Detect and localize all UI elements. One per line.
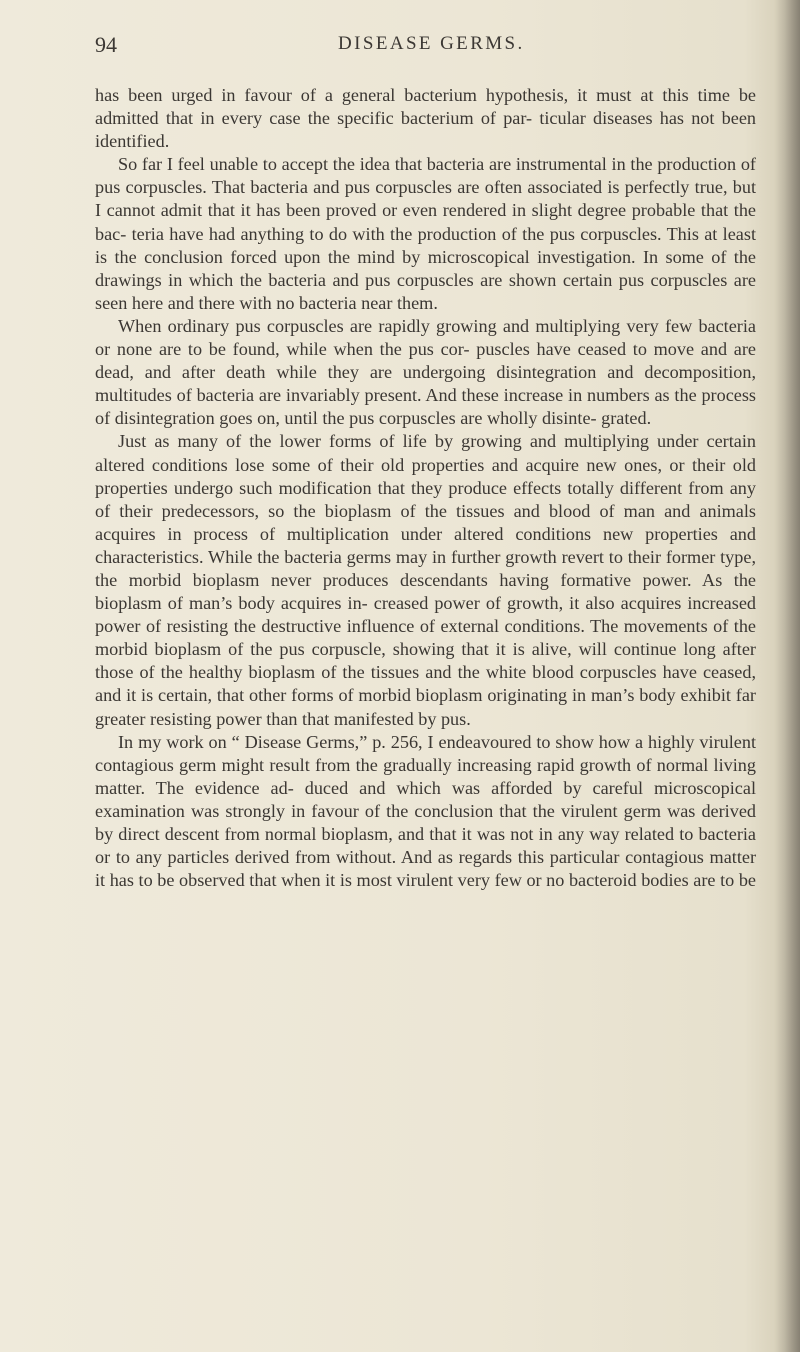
- paragraph-disease-germs-work: In my work on “ Disease Germs,” p. 256, I endeavoured to show how a highly virulent contagious germ might result from the gradually increasing rapid growth of normal living matter. The evidence ad- duced and which was afforded by careful microscopical examination was strongly in favour of the conclusion that the virulent germ was derived by direct descent from normal bioplasm, and that it was not in any way related to bacteria or to any particles derived from without. And as regards this particular contagious matter it has to be observed that when it is most virulent very few or no bacteroid bodies are to be: [95, 731, 756, 891]
- paragraph-pus-corpuscles: So far I feel unable to accept the idea that bacteria are instrumental in the production of pus corpuscles. That bacteria and pus corpuscles are often associated is perfectly true, but I cannot admit that it has been proved or even rendered in slight degree probable that the bac- teria have had anything to do with the production of the pus corpuscles. This at least is the conclusion forced upon the mind by microscopical investigation. In some of the drawings in which the bacteria and pus corpuscles are shown certain pus corpuscles are seen here and there with no bacteria near them.: [95, 154, 756, 313]
- page-binding-shadow: [774, 0, 800, 1352]
- page-number: 94: [95, 32, 117, 57]
- paragraph-morbid-bioplasm: Just as many of the lower forms of life by growing and multiplying under certain altered conditions lose some of their old properties and acquire new ones, or their old properties undergo such modification that they produce effects totally different from any of their predecessors, so the bioplasm of the tissues and blood of man and animals acquires in process of multiplication under altered conditions new properties and characteristics. While the bacteria germs may in further growth revert to their former type, the morbid bioplasm never produces descendants having formative power. As the bioplasm of man’s body acquires in- creased power of growth, it also acquires increased power of resisting the destructive influence of external conditions. The movements of the morbid bioplasm of the pus corpuscle, showing that it is alive, will continue long after those of the healthy bioplasm of the tissues and the white blood corpuscles have ceased, and it is certain, that other forms of morbid bioplasm originating in man’s body exhibit far greater resisting power than that manifested by pus.: [95, 431, 756, 729]
- running-title: DISEASE GERMS.: [338, 33, 525, 54]
- paragraph-continued: has been urged in favour of a general bacterium hypothesis, it must at this time be admitted that in every case the specific bacterium of par- ticular diseases has not been identified.: [95, 85, 756, 152]
- running-head: [95, 32, 755, 62]
- paragraph-disintegration: When ordinary pus corpuscles are rapidly growing and multiplying very few bacteria or none are to be found, while when the pus cor- puscles have ceased to move and are dead, and after death while they are undergoing disintegration and decomposition, multitudes of bacteria are invariably present. And these increase in numbers as the process of disintegration goes on, until the pus corpuscles are wholly disinte- grated.: [95, 315, 756, 429]
- body-text: [95, 84, 756, 892]
